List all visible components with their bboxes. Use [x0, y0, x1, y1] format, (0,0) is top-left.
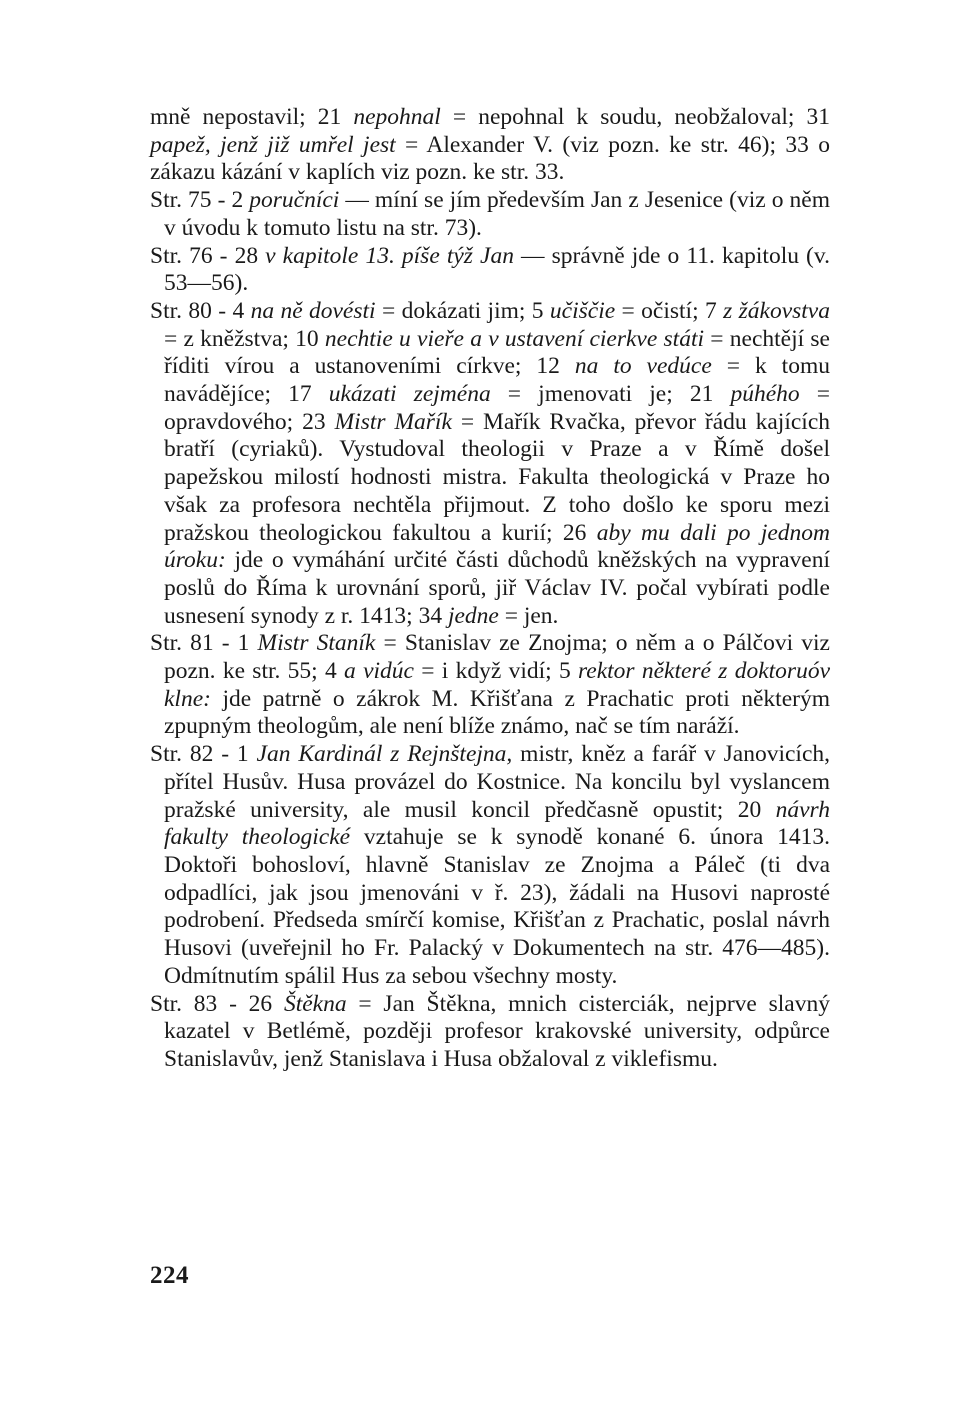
note-text: Str. 83 - 26	[150, 990, 284, 1017]
note-text: — správně jde o 11. kapitolu (v. 53—56).	[164, 242, 830, 297]
italic-term: púhého	[730, 381, 800, 408]
note-text: mně nepostavil; 21	[150, 104, 354, 130]
note-text: = jmenovati je; 21	[490, 381, 731, 408]
italic-term: a vidúc	[344, 658, 414, 685]
italic-term: rektor některé z doktoruóv klne:	[164, 658, 830, 712]
note-text: = opravdového; 23	[164, 381, 830, 435]
note-text: = Alexander V. (viz pozn. ke str. 46); 33 o zákazu kázání v kaplích viz pozn. ke str. 33.	[150, 131, 831, 186]
note-text: jde o vymáhání určité části důchodů kněžských na vypravení poslů do Říma k urovnání sporů, jiř Václav IV. počal vybírati podle usnesení synody z r. 1413; 34	[164, 547, 830, 629]
italic-term: jedne	[447, 602, 499, 629]
note-text: Str. 81 - 1	[150, 630, 258, 657]
italic-term: Jan Kardinál z Rejnštejna,	[256, 741, 513, 768]
note-text: = očistí; 7	[615, 297, 724, 324]
italic-term: papež, jenž již umřel jest	[150, 131, 396, 158]
italic-term: Štěkna	[283, 990, 347, 1017]
note-continuation	[150, 104, 830, 187]
italic-term: na to vedúce	[574, 353, 712, 380]
note-text: = nechtějí se říditi vírou a ustanoveními církve; 12	[164, 325, 830, 380]
note-text: Str. 82 - 1	[150, 741, 257, 768]
italic-term: poručníci	[249, 187, 340, 214]
italic-term: učiščie	[549, 297, 616, 324]
note-text: vztahuje se k synodě konané 6. února 1413. Doktoři bohosloví, hlavně Stanislav ze Znojma a Páleč (ti dva odpadlíci, jak jsou jmenováni v ř. 23), žádali na Husovi naprosté podrobení. Předseda smírčí komise, Křišťan z Prachatic, poslal návrh Husovi (uveřejnil ho Fr. Palacký v Dokumentech na str. 476—485). Odmítnutím spálil Hus za sebou všechny mosty.	[164, 824, 830, 989]
note-text: mistr, kněz a farář v Janovicích, přítel Husův. Husa provázel do Kostnice. Na koncilu byl vyslancem pražské university, ale musil koncil předčasně opustit; 20	[164, 741, 830, 823]
note-str-83	[150, 991, 830, 1074]
note-str-75	[150, 187, 830, 242]
notes-body	[150, 104, 830, 1074]
italic-term: na ně dovésti	[250, 297, 376, 324]
note-text: Str. 80 - 4	[150, 297, 251, 324]
page-number: 224	[150, 1262, 189, 1289]
note-str-81	[150, 630, 830, 741]
note-text: = Stanislav ze Znojma; o něm a o Pálčovi viz pozn. ke str. 55; 4	[164, 630, 830, 685]
italic-term: nechtie u vieře a v ustavení cierkve státi	[324, 325, 705, 352]
note-text: = Jan Štěkna, mnich cisterciák, nejprve slavný kazatel v Betlémě, později profesor krakovské university, odpůrce Stanislavův, jenž Stanislava i Husa obžaloval z viklefismu.	[164, 990, 830, 1072]
note-text: = Mařík Rvačka, převor řádu kajících bratří (cyriaků). Vystudoval theologii v Praze a v Římě došel papežskou milostí hodnosti mistra. Fakulta theologická v Praze ho však za profesora nechtěla přijmout. Z toho došlo ke sporu mezi pražskou theologickou fakultou a kurií; 26	[164, 408, 830, 546]
note-text: = z kněžstva; 10	[164, 325, 325, 352]
note-text: jde patrně o zákrok M. Křišťana z Prachatic proti některým zpupným theologům, ale není blíže známo, nač se tím naráží.	[164, 685, 830, 740]
note-text: = nepohnal k soudu, neobžaloval; 31	[440, 104, 830, 130]
italic-term: z žákovstva	[723, 297, 830, 324]
note-str-76	[150, 243, 830, 298]
note-text: Str. 75 - 2	[150, 187, 250, 214]
note-text: = jen.	[498, 602, 559, 629]
note-text: = dokázati jim; 5	[375, 297, 550, 324]
note-str-80	[150, 298, 830, 630]
note-text: — míní se jím především Jan z Jesenice (viz o něm v úvodu k tomuto listu na str. 73).	[164, 187, 830, 241]
italic-term: aby mu dali po jednom úroku:	[164, 519, 831, 574]
italic-term: ukázati zejména	[328, 381, 491, 408]
italic-term: návrh fakulty theologické	[164, 796, 830, 851]
note-str-82	[150, 741, 830, 990]
italic-term: Mistr Mařík	[334, 408, 452, 435]
italic-term: nepohnal	[353, 104, 441, 130]
note-text: Str. 76 - 28	[150, 242, 266, 269]
italic-term: v kapitole 13. píše týž Jan	[265, 242, 514, 269]
italic-term: Mistr Staník	[257, 630, 376, 657]
note-text: = i když vidí; 5	[413, 658, 578, 685]
note-text: = k tomu navádějíce; 17	[164, 353, 830, 408]
